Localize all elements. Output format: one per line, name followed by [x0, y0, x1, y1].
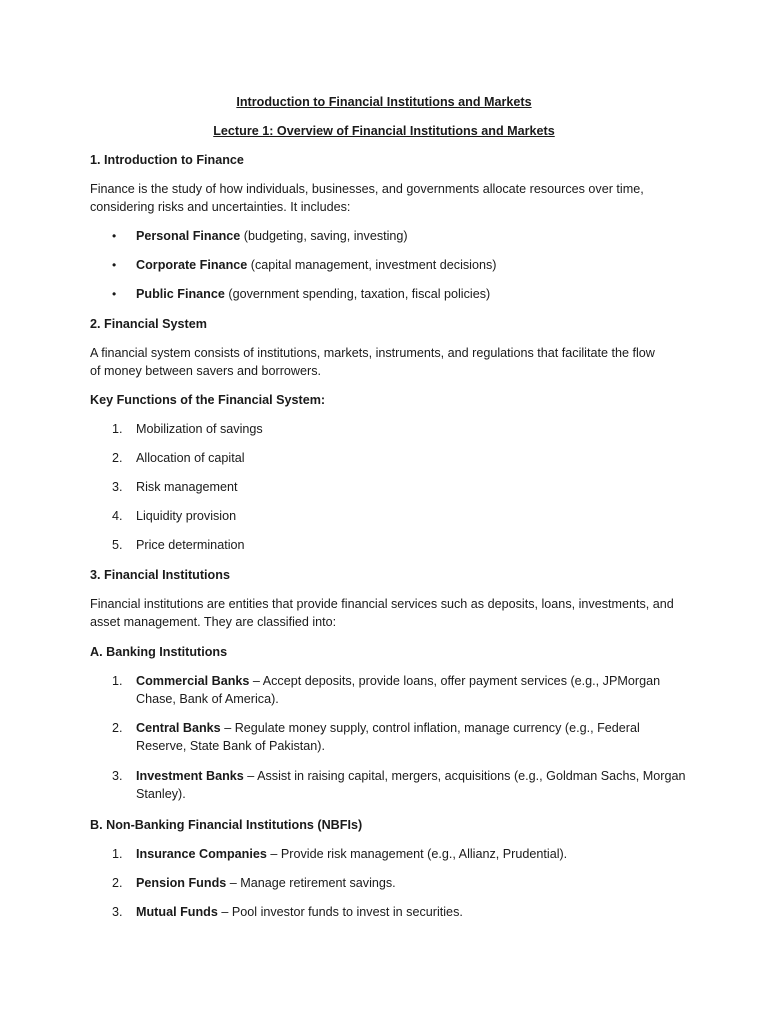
list-number: 3. [112, 905, 123, 919]
document-title: Introduction to Financial Institutions and Markets [236, 95, 532, 109]
list-item-desc: – Accept deposits, provide loans, offer payment services (e.g., JPMorgan [249, 674, 661, 688]
list-number: 2. [112, 876, 123, 890]
list-item-term: Public Finance [136, 287, 225, 301]
list-number: 1. [112, 674, 123, 688]
list-item-desc-cont: Stanley). [136, 787, 186, 801]
list-item [136, 719, 696, 755]
list-item-desc-cont: Chase, Bank of America). [136, 692, 279, 706]
list-item: Liquidity provision [136, 509, 237, 523]
list-item-term: Corporate Finance [136, 258, 248, 272]
list-item-term: Personal Finance [136, 229, 241, 243]
list-number: 2. [112, 721, 123, 735]
list-number: 4. [112, 509, 123, 523]
list-item-desc: – Provide risk management (e.g., Allianz, Prudential). [266, 847, 568, 861]
paragraph-line: Finance is the study of how individuals, businesses, and governments allocate resources over time, [90, 182, 644, 196]
list-item: Mobilization of savings [136, 422, 263, 436]
list-item-desc: – Regulate money supply, control inflation, manage currency (e.g., Federal [220, 721, 640, 735]
list-item-desc: – Assist in raising capital, mergers, acquisitions (e.g., Goldman Sachs, Morgan [243, 769, 686, 783]
paragraph-line: of money between savers and borrowers. [90, 364, 322, 378]
list-item-desc: (budgeting, saving, investing) [240, 229, 408, 243]
lecture-title: Lecture 1: Overview of Financial Institutions and Markets [213, 124, 555, 138]
list-item [136, 227, 696, 245]
paragraph-line: considering risks and uncertainties. It includes: [90, 200, 351, 214]
list-item-desc-cont: Reserve, State Bank of Pakistan). [136, 739, 325, 753]
list-item-term: Mutual Funds [136, 905, 218, 919]
subheading-key-functions: Key Functions of the Financial System: [90, 393, 326, 407]
list-item [136, 903, 696, 921]
section-heading-financial-system: 2. Financial System [90, 317, 207, 331]
list-item [136, 767, 696, 803]
list-item-term: Commercial Banks [136, 674, 250, 688]
list-item: Price determination [136, 538, 245, 552]
list-item [136, 285, 696, 303]
list-item [136, 672, 696, 708]
list-number: 3. [112, 480, 123, 494]
paragraph-line: asset management. They are classified into: [90, 615, 337, 629]
list-item-term: Central Banks [136, 721, 221, 735]
list-item-term: Pension Funds [136, 876, 227, 890]
bullet-marker: • [112, 258, 117, 272]
list-item-desc: – Pool investor funds to invest in securities. [217, 905, 463, 919]
paragraph-line: A financial system consists of institutions, markets, instruments, and regulations that facilitate the flow [90, 346, 655, 360]
section-heading-intro-finance: 1. Introduction to Finance [90, 153, 244, 167]
list-item-desc: (government spending, taxation, fiscal policies) [224, 287, 491, 301]
list-item-term: Insurance Companies [136, 847, 267, 861]
list-item: Allocation of capital [136, 451, 245, 465]
list-number: 3. [112, 769, 123, 783]
list-number: 1. [112, 847, 123, 861]
list-number: 1. [112, 422, 123, 436]
list-item [136, 845, 696, 863]
bullet-marker: • [112, 287, 117, 301]
subheading-nbfi: B. Non-Banking Financial Institutions (NBFIs) [90, 818, 363, 832]
paragraph-line: Financial institutions are entities that provide financial services such as deposits, loans, investments, and [90, 597, 674, 611]
subheading-banking-institutions: A. Banking Institutions [90, 645, 228, 659]
list-item: Risk management [136, 480, 238, 494]
list-number: 2. [112, 451, 123, 465]
list-item [136, 874, 696, 892]
section-heading-financial-institutions: 3. Financial Institutions [90, 568, 230, 582]
list-item-desc: (capital management, investment decisions) [247, 258, 497, 272]
list-item-term: Investment Banks [136, 769, 244, 783]
list-number: 5. [112, 538, 123, 552]
bullet-marker: • [112, 229, 117, 243]
list-item-desc: – Manage retirement savings. [226, 876, 396, 890]
list-item [136, 256, 696, 274]
